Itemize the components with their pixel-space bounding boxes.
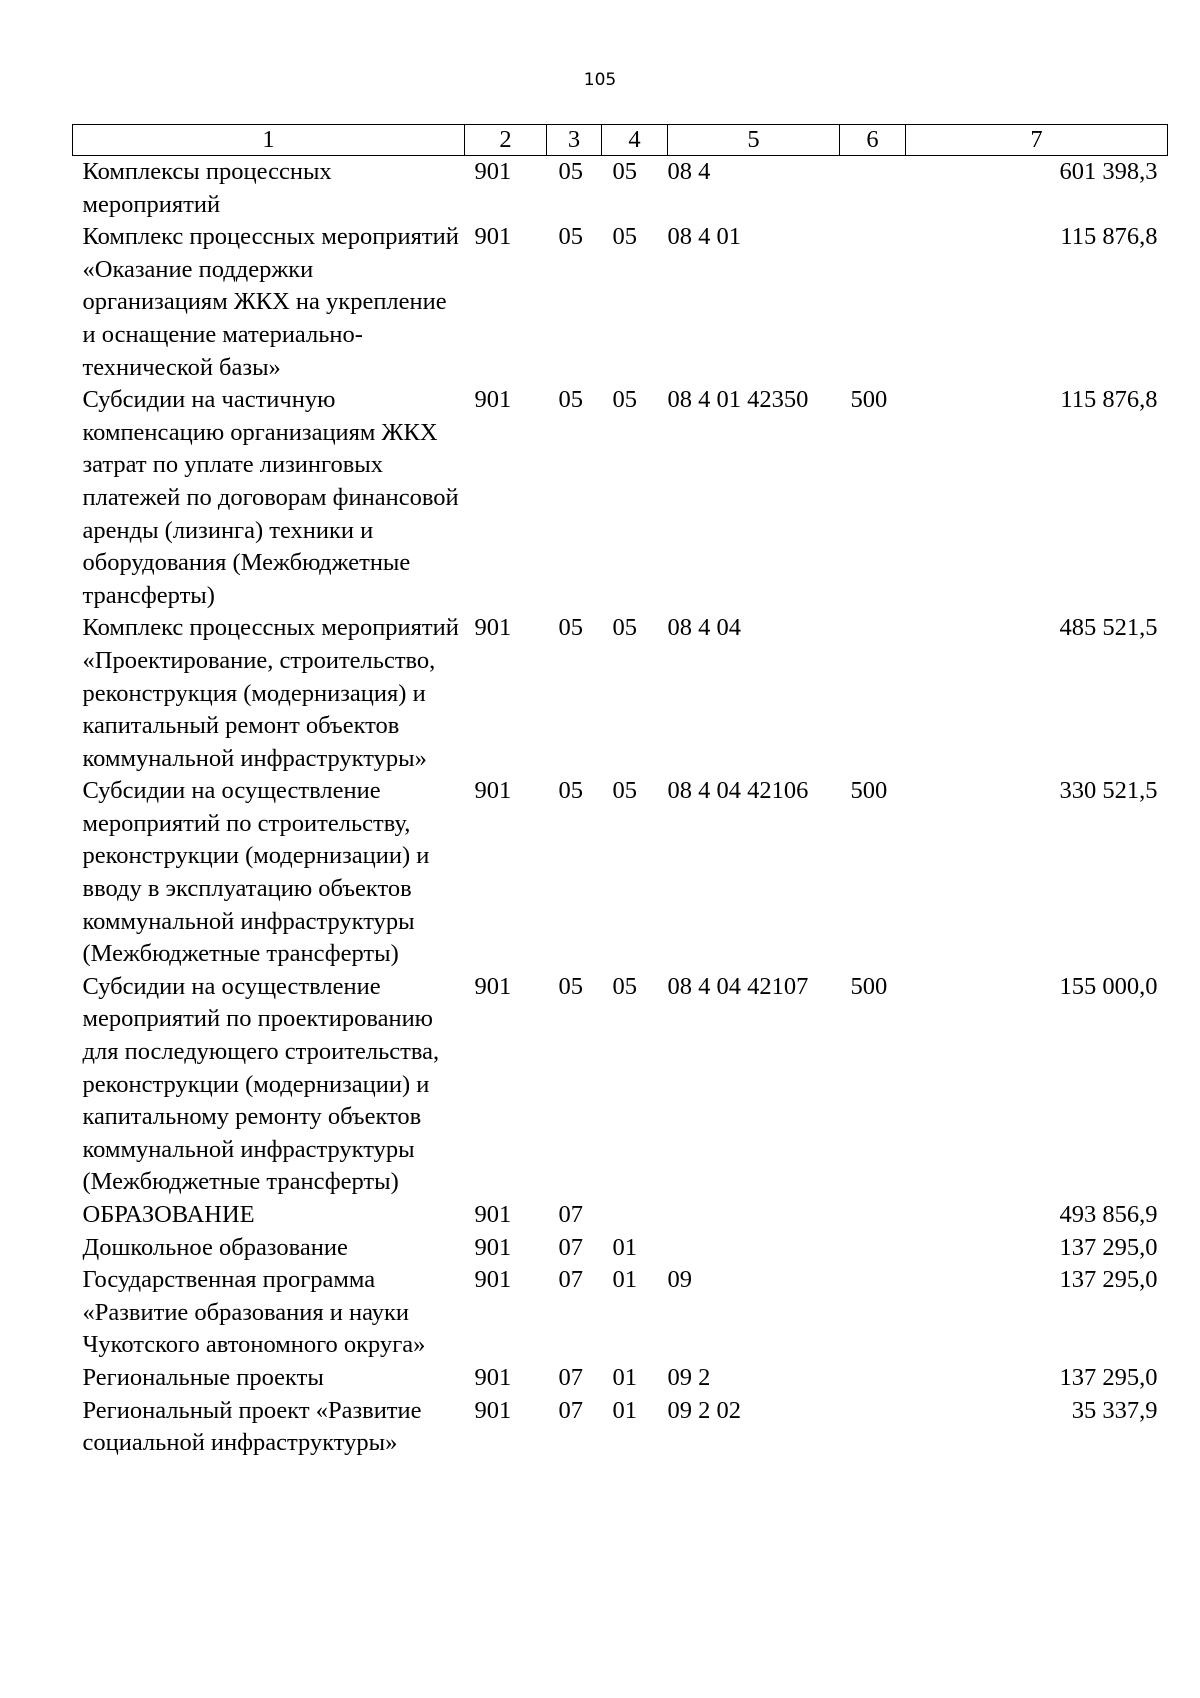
table-row bbox=[73, 1395, 1168, 1460]
row-section: 07 bbox=[558, 1363, 583, 1391]
row-target-item: 09 2 bbox=[667, 1363, 711, 1391]
row-sum: 485 521,5 bbox=[1059, 614, 1158, 642]
row-section: 07 bbox=[558, 1201, 583, 1228]
table-row bbox=[73, 775, 1168, 971]
row-expense-type bbox=[840, 1362, 906, 1395]
row-name: Государственная программа «Развитие образования и науки Чукотского автономного округа» bbox=[82, 1266, 426, 1359]
table-row bbox=[73, 971, 1168, 1199]
row-expense-type: 500 bbox=[850, 972, 888, 1000]
column-header: 7 bbox=[906, 125, 1168, 156]
row-admin-code: 901 bbox=[474, 1363, 512, 1391]
row-section: 07 bbox=[558, 1233, 583, 1261]
row-target-item bbox=[668, 1199, 840, 1232]
column-numbers-row bbox=[73, 125, 1168, 156]
row-section: 05 bbox=[558, 972, 583, 1000]
row-name: Комплексы процессных мероприятий bbox=[82, 158, 332, 218]
row-section: 05 bbox=[558, 223, 583, 251]
row-sum: 155 000,0 bbox=[1059, 972, 1158, 1000]
row-subsection: 01 bbox=[612, 1363, 637, 1391]
page-number: 105 bbox=[583, 70, 617, 90]
row-sum: 115 876,8 bbox=[1060, 386, 1158, 414]
row-name: ОБРАЗОВАНИЕ bbox=[82, 1201, 255, 1228]
column-header: 3 bbox=[547, 125, 602, 156]
row-admin-code: 901 bbox=[474, 1266, 512, 1294]
row-sum: 115 876,8 bbox=[1060, 223, 1158, 251]
row-subsection bbox=[602, 1199, 668, 1232]
row-name: Субсидии на осуществление мероприятий по строительству, реконструкции (модернизации) и вводу в эксплуатацию объектов коммунальной инфраструктуры (Межбюджетные трансферты) bbox=[82, 777, 430, 968]
row-name: Дошкольное образование bbox=[82, 1233, 348, 1261]
column-header: 4 bbox=[602, 125, 668, 156]
row-subsection: 05 bbox=[612, 386, 637, 414]
table-row bbox=[73, 1232, 1168, 1265]
row-admin-code: 901 bbox=[474, 223, 512, 251]
row-subsection: 05 bbox=[612, 614, 637, 642]
budget-table bbox=[72, 124, 1168, 1460]
row-sum: 137 295,0 bbox=[1059, 1233, 1158, 1261]
row-admin-code: 901 bbox=[474, 158, 512, 185]
row-subsection: 01 bbox=[612, 1233, 637, 1261]
column-header: 6 bbox=[840, 125, 906, 156]
row-admin-code: 901 bbox=[474, 386, 512, 414]
table-row bbox=[73, 156, 1168, 222]
row-admin-code: 901 bbox=[474, 1233, 512, 1261]
table-row bbox=[73, 1199, 1168, 1232]
row-expense-type bbox=[840, 156, 906, 222]
column-header: 2 bbox=[465, 125, 547, 156]
row-admin-code: 901 bbox=[474, 777, 512, 805]
row-expense-type: 500 bbox=[850, 777, 888, 805]
row-name: Комплекс процессных мероприятий «Оказание поддержки организациям ЖКХ на укрепление и оснащение материально-технической базы» bbox=[82, 223, 459, 381]
row-target-item: 08 4 04 42107 bbox=[667, 972, 809, 1000]
row-expense-type bbox=[840, 1264, 906, 1362]
row-sum: 35 337,9 bbox=[1071, 1396, 1158, 1424]
table-row bbox=[73, 384, 1168, 612]
table-row bbox=[73, 221, 1168, 384]
column-header: 5 bbox=[668, 125, 840, 156]
row-expense-type: 500 bbox=[850, 386, 888, 414]
table-row bbox=[73, 612, 1168, 775]
row-target-item: 08 4 01 42350 bbox=[667, 386, 809, 414]
row-section: 07 bbox=[558, 1266, 583, 1294]
row-admin-code: 901 bbox=[474, 614, 512, 642]
row-name: Региональные проекты bbox=[82, 1363, 324, 1391]
row-admin-code: 901 bbox=[474, 972, 512, 1000]
row-expense-type bbox=[840, 221, 906, 384]
row-expense-type bbox=[840, 1395, 906, 1460]
row-section: 05 bbox=[558, 614, 583, 642]
row-target-item: 08 4 bbox=[667, 158, 711, 185]
row-target-item: 08 4 04 42106 bbox=[667, 777, 809, 805]
row-name: Региональный проект «Развитие социальной инфраструктуры» bbox=[82, 1396, 422, 1457]
row-expense-type bbox=[840, 1232, 906, 1265]
row-subsection: 01 bbox=[612, 1266, 637, 1294]
row-target-item bbox=[668, 1232, 840, 1265]
row-sum: 330 521,5 bbox=[1059, 777, 1158, 805]
row-subsection: 05 bbox=[612, 223, 637, 251]
row-target-item: 08 4 04 bbox=[667, 614, 741, 642]
table-body bbox=[73, 156, 1168, 1460]
row-name: Комплекс процессных мероприятий «Проектирование, строительство, реконструкция (модернизация) и капитальный ремонт объектов коммунальной инфраструктуры» bbox=[82, 614, 459, 772]
row-subsection: 05 bbox=[612, 972, 637, 1000]
row-expense-type bbox=[840, 612, 906, 775]
row-sum: 493 856,9 bbox=[1059, 1201, 1158, 1228]
row-section: 05 bbox=[558, 158, 583, 185]
row-name: Субсидии на частичную компенсацию организациям ЖКХ затрат по уплате лизинговых платежей по договорам финансовой аренды (лизинга) техники и оборудования (Межбюджетные трансферты) bbox=[82, 386, 459, 609]
row-section: 07 bbox=[558, 1396, 583, 1424]
row-sum: 601 398,3 bbox=[1059, 158, 1158, 185]
row-admin-code: 901 bbox=[474, 1396, 512, 1424]
row-target-item: 09 2 02 bbox=[667, 1396, 741, 1424]
row-target-item: 09 bbox=[667, 1266, 692, 1294]
row-subsection: 01 bbox=[612, 1396, 637, 1424]
table-row bbox=[73, 1362, 1168, 1395]
row-subsection: 05 bbox=[612, 158, 637, 185]
row-sum: 137 295,0 bbox=[1059, 1266, 1158, 1294]
row-expense-type bbox=[840, 1199, 906, 1232]
table-row bbox=[73, 1264, 1168, 1362]
row-sum: 137 295,0 bbox=[1059, 1363, 1158, 1391]
row-target-item: 08 4 01 bbox=[667, 223, 741, 251]
row-admin-code: 901 bbox=[474, 1201, 512, 1228]
row-subsection: 05 bbox=[612, 777, 637, 805]
row-section: 05 bbox=[558, 777, 583, 805]
column-header: 1 bbox=[73, 125, 465, 156]
row-section: 05 bbox=[558, 386, 583, 414]
row-name: Субсидии на осуществление мероприятий по проектированию для последующего строительства, реконструкции (модернизации) и капитальному ремонту объектов коммунальной инфраструктуры (Межбюджетные трансферты) bbox=[82, 972, 440, 1196]
